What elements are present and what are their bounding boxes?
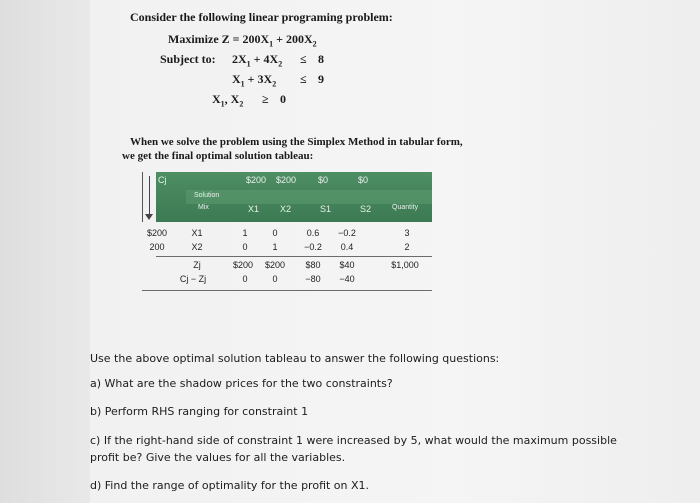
constraint-1: $2X_1 + 4X_2$: [232, 52, 283, 69]
objective-function: Maximize $Z = 200X_1 + 200X_2$: [168, 32, 317, 49]
cj-value-x2: $200: [276, 175, 297, 185]
constraint-2-rhs: 9: [318, 72, 324, 86]
tableau-bottom-rule: [142, 290, 432, 291]
tableau-header: [156, 172, 432, 222]
zj-qty: $1,000: [391, 260, 419, 270]
row2-qty: 2: [404, 242, 410, 252]
constraint-2-lhs: X: [232, 72, 241, 86]
cj-value-s2: $0: [358, 175, 369, 185]
cj-arrow: [142, 172, 157, 222]
problem-intro: Consider the following linear programing problem:: [130, 10, 393, 24]
cjzj-label: Cj − Zj: [179, 274, 207, 284]
constraint-2: $X_1 + 3X_2$: [232, 72, 277, 89]
header-s2: S2: [360, 204, 372, 214]
row1-x1: 1: [242, 228, 248, 238]
question-c-line-1: c) If the right-hand side of constraint 1 were increased by 5, what would the maximum possible: [90, 434, 617, 447]
question-a: a) What are the shadow prices for the two constraints?: [90, 377, 393, 390]
row1-mix: X1: [191, 228, 203, 238]
objective-text-1: Maximize Z = 200X: [168, 32, 270, 46]
nonneg-lhs2: , X: [224, 92, 240, 106]
simplex-line-1: When we solve the problem using the Simplex Method in tabular form,: [130, 136, 463, 148]
header-s1: S1: [320, 204, 332, 214]
cjzj-s1: −80: [305, 274, 321, 284]
zj-x1: $200: [232, 260, 254, 270]
row1-s1: 0.6: [306, 228, 320, 238]
cjzj-s2: −40: [339, 274, 355, 284]
constraint-1-relation: ≤: [300, 52, 307, 66]
simplex-line-2: we get the final optimal solution tableau:: [122, 150, 314, 162]
cj-value-s1: $0: [318, 175, 329, 185]
nonnegativity: $X_1$, $X_2$: [212, 92, 244, 109]
zj-s2: $40: [339, 260, 355, 270]
header-x2: X2: [280, 204, 292, 214]
row2-s1: −0.2: [304, 242, 322, 252]
row1-cj: $200: [146, 228, 168, 238]
cj-value-x1: $200: [246, 175, 267, 185]
background-shadow: [0, 0, 92, 503]
row2-x1: 0: [242, 242, 248, 252]
constraint-2-lhs2: + 3X: [244, 72, 273, 86]
nonneg-lhs: X: [212, 92, 221, 106]
question-d: d) Find the range of optimality for the profit on X1.: [90, 479, 370, 492]
arrow-down-icon: [145, 214, 153, 220]
arrow-line: [149, 176, 150, 216]
constraint-1-lhs2: + 4X: [250, 52, 279, 66]
question-c-line-2: profit be? Give the values for all the variables.: [90, 451, 346, 464]
cj-label: Cj: [158, 175, 167, 185]
zj-x2: $200: [264, 260, 286, 270]
row1-qty: 3: [404, 228, 410, 238]
cjzj-x1: 0: [242, 274, 248, 284]
zj-divider: [156, 256, 432, 257]
header-quantity: Quantity: [392, 204, 419, 211]
nonneg-relation: ≥: [262, 92, 269, 106]
row2-s2: 0.4: [340, 242, 354, 252]
objective-text-2: + 200X: [273, 32, 313, 46]
header-x1: X1: [248, 204, 260, 214]
questions-intro: Use the above optimal solution tableau to answer the following questions:: [90, 352, 500, 365]
row2-mix: X2: [191, 242, 203, 252]
constraint-1-lhs: 2X: [232, 52, 247, 66]
solution-mix-label-1: Solution: [194, 192, 220, 199]
row1-s2: −0.2: [338, 228, 356, 238]
header-band: [186, 190, 432, 204]
zj-s1: $80: [305, 260, 321, 270]
constraint-1-rhs: 8: [318, 52, 324, 66]
row2-cj: 200: [149, 242, 165, 252]
question-b: b) Perform RHS ranging for constraint 1: [90, 405, 309, 418]
zj-label: Zj: [193, 260, 201, 270]
constraint-2-relation: ≤: [300, 72, 307, 86]
nonneg-rhs: 0: [280, 92, 286, 106]
simplex-tableau: [142, 172, 432, 297]
subject-to-label: Subject to:: [160, 52, 216, 66]
row2-x2: 1: [272, 242, 278, 252]
cjzj-x2: 0: [272, 274, 278, 284]
row1-x2: 0: [272, 228, 278, 238]
solution-mix-label-2: Mix: [198, 204, 209, 211]
